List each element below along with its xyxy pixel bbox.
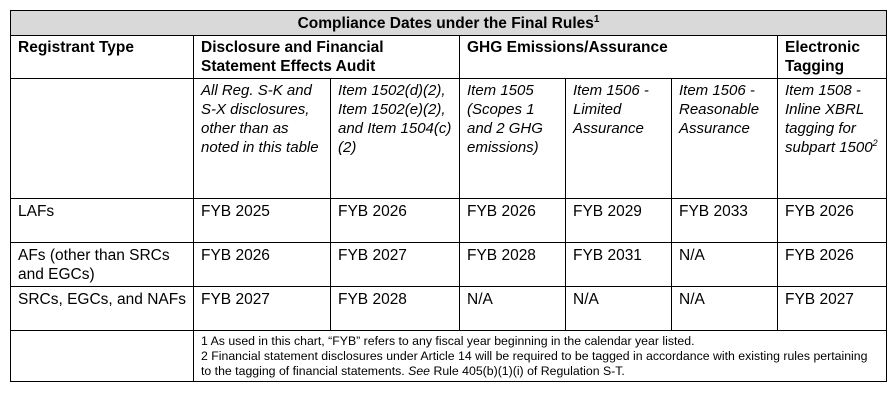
title-footnote-marker: 1 [593,13,600,25]
date-cell: N/A [672,287,778,331]
date-cell: FYB 2028 [331,287,460,331]
date-cell: FYB 2026 [778,243,887,287]
table-row [11,287,887,331]
table-row [11,243,887,287]
date-cell: N/A [460,287,566,331]
subheader-col6-cell [778,79,887,199]
subheader-col1: All Reg. S-K and S-X disclosures, other than as noted in this table [194,79,331,199]
date-cell: FYB 2027 [194,287,331,331]
date-cell: FYB 2027 [778,287,887,331]
footnotes-cell [194,331,887,382]
date-cell: FYB 2026 [460,199,566,243]
title-row [11,11,887,36]
date-cell: N/A [672,243,778,287]
date-cell: FYB 2026 [778,199,887,243]
header-disclosure: Disclosure and Financial Statement Effects Audit [194,36,460,79]
subheader-col3: Item 1505 (Scopes 1 and 2 GHG emissions) [460,79,566,199]
registrant-type-cell: LAFs [11,199,194,243]
date-cell: FYB 2027 [331,243,460,287]
compliance-table-container [10,10,886,382]
date-cell: FYB 2033 [672,199,778,243]
footnote-1: 1 As used in this chart, “FYB” refers to any fiscal year beginning in the calendar year listed. [201,334,695,348]
header-row [11,36,887,79]
footnote-2-text: 2 Financial statement disclosures under Article 14 will be required to be tagged in accordance with existing rules pertaining to the tagging of financial statements. [201,349,868,378]
footnote-2-rule: Rule 405(b)(1)(i) of Regulation S-T. [433,364,625,378]
table-title-cell [11,11,887,36]
date-cell: N/A [566,287,672,331]
subheader-col6-footnote-marker: 2 [872,138,878,148]
registrant-type-cell: AFs (other than SRCs and EGCs) [11,243,194,287]
header-ghg: GHG Emissions/Assurance [460,36,778,79]
subheader-empty [11,79,194,199]
subheader-row [11,79,887,199]
subheader-col2: Item 1502(d)(2), Item 1502(e)(2), and Item 1504(c)(2) [331,79,460,199]
date-cell: FYB 2028 [460,243,566,287]
date-cell: FYB 2026 [194,243,331,287]
date-cell: FYB 2029 [566,199,672,243]
table-row [11,199,887,243]
compliance-dates-table [10,10,887,382]
footnote-row [11,331,887,382]
header-tagging: Electronic Tagging [778,36,887,79]
date-cell: FYB 2025 [194,199,331,243]
table-title: Compliance Dates under the Final Rules [297,15,594,32]
footnote-2 [201,349,878,379]
subheader-col6: Item 1508 - Inline XBRL tagging for subpart 1500 [785,82,873,156]
header-registrant-type: Registrant Type [11,36,194,79]
date-cell: FYB 2031 [566,243,672,287]
footnote-2-see: See [408,364,431,378]
date-cell: FYB 2026 [331,199,460,243]
footnote-spacer [11,331,194,382]
subheader-col4: Item 1506 - Limited Assurance [566,79,672,199]
registrant-type-cell: SRCs, EGCs, and NAFs [11,287,194,331]
subheader-col5: Item 1506 - Reasonable Assurance [672,79,778,199]
